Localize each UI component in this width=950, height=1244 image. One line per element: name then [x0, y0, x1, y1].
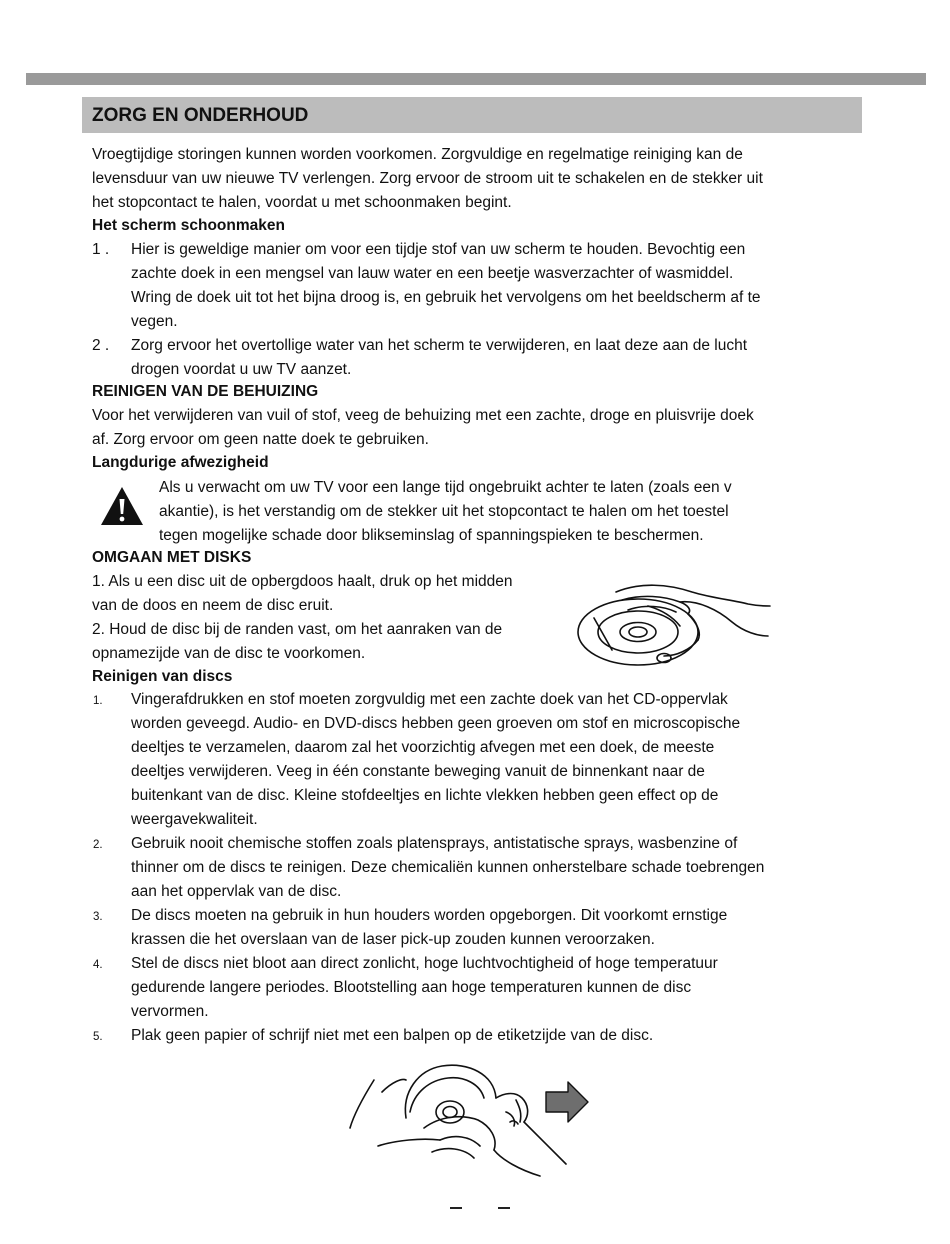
screen-item-1-number: 1 .	[92, 241, 110, 258]
cleaning-heading: Reinigen van discs	[92, 668, 233, 685]
absence-line-2: akantie), is het verstandig om de stekker uit het stopcontact te halen om het toestel	[159, 503, 729, 520]
page-title: ZORG EN ONDERHOUD	[92, 105, 309, 126]
cleaning-item-1-line-6: weergavekwaliteit.	[131, 811, 258, 828]
cleaning-item-3-line-1: De discs moeten na gebruik in hun houders worden opgeborgen. Dit voorkomt ernstige	[131, 907, 728, 924]
cleaning-item-1-line-4: deeltjes verwijderen. Veeg in één constante beweging vanuit de binnenkant naar de	[131, 763, 705, 780]
top-gray-bar	[26, 73, 926, 85]
absence-heading: Langdurige afwezigheid	[92, 454, 269, 471]
disks-line-2: van de doos en neem de disc eruit.	[92, 597, 334, 614]
screen-item-2-line-2: drogen voordat u uw TV aanzet.	[131, 361, 352, 378]
cleaning-item-2-line-3: aan het oppervlak van de disc.	[131, 883, 342, 900]
screen-heading: Het scherm schoonmaken	[92, 217, 285, 234]
cleaning-item-1-line-3: deeltjes te verzamelen, daarom zal het voorzichtig afvegen met een doek, de meeste	[131, 739, 715, 756]
cleaning-item-1-line-5: buitenkant van de disc. Kleine stofdeeltjes en lichte vlekken hebben geen effect op de	[131, 787, 719, 804]
cleaning-item-3-number: 3.	[93, 911, 103, 923]
disks-line-1: 1. Als u een disc uit de opbergdoos haalt, druk op het midden	[92, 573, 513, 590]
cleaning-item-4-number: 4.	[93, 959, 103, 971]
disks-heading: OMGAAN MET DISKS	[92, 549, 252, 566]
cleaning-item-2-line-2: thinner om de discs te reinigen. Deze chemicaliën kunnen onherstelbare schade toebrengen	[131, 859, 765, 876]
screen-item-1-line-3: Wring de doek uit tot het bijna droog is, en gebruik het vervolgens om het beeldscherm af te	[131, 289, 761, 306]
housing-heading: REINIGEN VAN DE BEHUIZING	[92, 383, 319, 400]
absence-line-3: tegen mogelijke schade door blikseminslag of spanningspieken te beschermen.	[159, 527, 704, 544]
housing-line-2: af. Zorg ervoor om geen natte doek te gebruiken.	[92, 431, 429, 448]
cleaning-item-4-line-1: Stel de discs niet bloot aan direct zonlicht, hoge luchtvochtigheid of hoge temperatuur	[131, 955, 718, 972]
cleaning-item-5-number: 5.	[93, 1031, 103, 1043]
screen-item-2-number: 2 .	[92, 337, 110, 354]
page-number-dash-right	[498, 1207, 510, 1209]
screen-item-2-line-1: Zorg ervoor het overtollige water van het scherm te verwijderen, en laat deze aan de lucht	[131, 337, 748, 354]
page-number-dash-left	[450, 1207, 462, 1209]
screen-item-1-line-4: vegen.	[131, 313, 178, 330]
hand-holding-disc-illustration	[572, 570, 777, 674]
warning-triangle-icon	[100, 486, 144, 526]
cleaning-item-1-number: 1.	[93, 695, 103, 707]
housing-line-1: Voor het verwijderen van vuil of stof, veeg de behuizing met een zachte, droge en pluisvrije doek	[92, 407, 754, 424]
screen-item-1-line-1: Hier is geweldige manier om voor een tijdje stof van uw scherm te houden. Bevochtig een	[131, 241, 746, 258]
intro-line-2: levensduur van uw nieuwe TV verlengen. Zorg ervoor de stroom uit te schakelen en de stekker uit	[92, 170, 763, 187]
cleaning-item-5-line-1: Plak geen papier of schrijf niet met een balpen op de etiketzijde van de disc.	[131, 1027, 654, 1044]
intro-line-3: het stopcontact te halen, voordat u met schoonmaken begint.	[92, 194, 512, 211]
disks-line-3: 2. Houd de disc bij de randen vast, om het aanraken van de	[92, 621, 503, 638]
screen-item-1-line-2: zachte doek in een mengsel van lauw water en een beetje wasverzachter of wasmiddel.	[131, 265, 734, 282]
cleaning-item-2-line-1: Gebruik nooit chemische stoffen zoals platensprays, antistatische sprays, wasbenzine of	[131, 835, 738, 852]
cleaning-item-2-number: 2.	[93, 839, 103, 851]
disks-line-4: opnamezijde van de disc te voorkomen.	[92, 645, 366, 662]
absence-line-1: Als u verwacht om uw TV voor een lange tijd ongebruikt achter te laten (zoals een v	[159, 479, 732, 496]
intro-line-1: Vroegtijdige storingen kunnen worden voorkomen. Zorgvuldige en regelmatige reiniging kan de	[92, 146, 743, 163]
cleaning-item-3-line-2: krassen die het overslaan van de laser pick-up zouden kunnen veroorzaken.	[131, 931, 655, 948]
cleaning-item-4-line-3: vervormen.	[131, 1003, 209, 1020]
cleaning-item-1-line-2: worden geveegd. Audio- en DVD-discs hebben geen groeven om stof en microscopische	[131, 715, 741, 732]
cleaning-item-4-line-2: gedurende langere periodes. Blootstelling aan hoge temperaturen kunnen de disc	[131, 979, 692, 996]
disc-removal-illustration	[344, 1052, 594, 1180]
cleaning-item-1-line-1: Vingerafdrukken en stof moeten zorgvuldig met een zachte doek van het CD-oppervlak	[131, 691, 728, 708]
